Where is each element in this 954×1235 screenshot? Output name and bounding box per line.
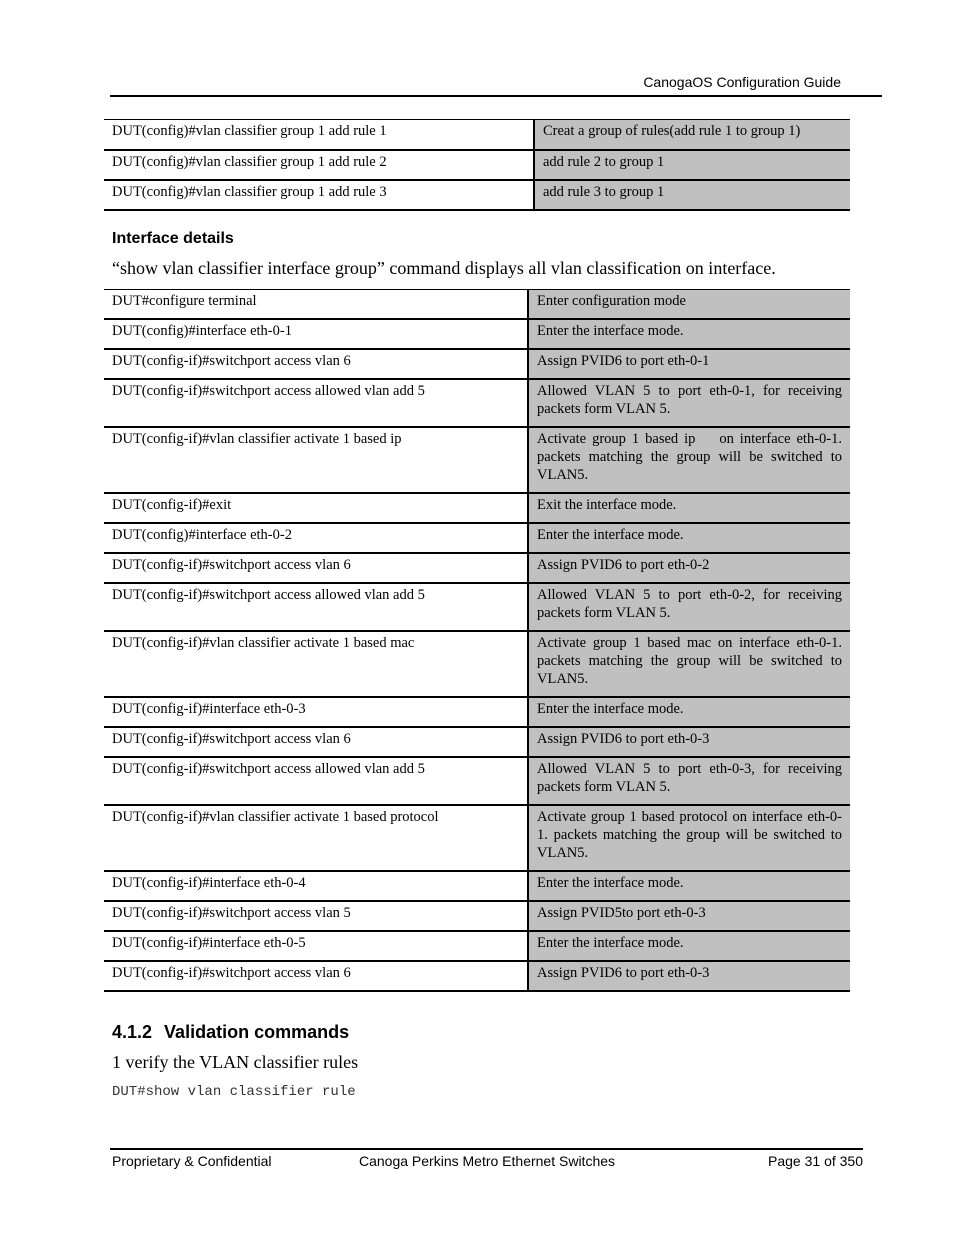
command-cell: DUT(config)#interface eth-0-2	[104, 523, 528, 553]
command-cell: DUT(config-if)#switchport access vlan 6	[104, 727, 528, 757]
description-cell: Activate group 1 based mac on interface eth-0-1. packets matching the group will be switched to VLAN5.	[528, 631, 850, 697]
validation-step: 1 verify the VLAN classifier rules	[112, 1052, 359, 1072]
rules-table	[104, 119, 850, 211]
command-cell: DUT#configure terminal	[104, 290, 528, 320]
table-row	[104, 871, 850, 901]
header-divider	[110, 95, 882, 97]
command-cell: DUT(config-if)#switchport access vlan 5	[104, 901, 528, 931]
description-cell: Assign PVID6 to port eth-0-2	[528, 553, 850, 583]
table-row	[104, 757, 850, 805]
code-example: DUT#show vlan classifier rule	[112, 1084, 356, 1100]
description-cell: Allowed VLAN 5 to port eth-0-3, for receiving packets form VLAN 5.	[528, 757, 850, 805]
command-cell: DUT(config-if)#exit	[104, 493, 528, 523]
description-cell: Enter configuration mode	[528, 290, 850, 320]
command-cell: DUT(config)#interface eth-0-1	[104, 319, 528, 349]
description-cell: Enter the interface mode.	[528, 523, 850, 553]
table-row	[104, 379, 850, 427]
table-row	[104, 931, 850, 961]
command-cell: DUT(config-if)#vlan classifier activate 1 based ip	[104, 427, 528, 493]
description-cell: Exit the interface mode.	[528, 493, 850, 523]
table-row	[104, 120, 850, 150]
command-cell: DUT(config-if)#switchport access allowed vlan add 5	[104, 379, 528, 427]
description-cell: Assign PVID5to port eth-0-3	[528, 901, 850, 931]
table-row	[104, 583, 850, 631]
table-row	[104, 631, 850, 697]
table-row	[104, 319, 850, 349]
description-cell: Enter the interface mode.	[528, 697, 850, 727]
description-cell: Allowed VLAN 5 to port eth-0-1, for receiving packets form VLAN 5.	[528, 379, 850, 427]
table-row	[104, 697, 850, 727]
table-row	[104, 290, 850, 320]
table-row	[104, 523, 850, 553]
table-row	[104, 427, 850, 493]
footer-confidential: Proprietary & Confidential	[112, 1153, 272, 1169]
header-title: CanogaOS Configuration Guide	[643, 74, 841, 90]
validation-heading	[112, 1022, 349, 1043]
command-cell: DUT(config-if)#interface eth-0-5	[104, 931, 528, 961]
table-row	[104, 805, 850, 871]
description-cell: add rule 3 to group 1	[534, 180, 850, 210]
table-row	[104, 493, 850, 523]
description-cell: Activate group 1 based ip on interface eth-0-1. packets matching the group will be switched to VLAN5.	[528, 427, 850, 493]
command-cell: DUT(config-if)#interface eth-0-3	[104, 697, 528, 727]
description-cell: Assign PVID6 to port eth-0-3	[528, 727, 850, 757]
command-cell: DUT(config)#vlan classifier group 1 add rule 2	[104, 150, 534, 180]
table-row	[104, 901, 850, 931]
interface-config-table	[104, 289, 850, 992]
description-cell: Enter the interface mode.	[528, 931, 850, 961]
description-cell: Creat a group of rules(add rule 1 to group 1)	[534, 120, 850, 150]
command-cell: DUT(config-if)#vlan classifier activate 1 based protocol	[104, 805, 528, 871]
command-cell: DUT(config)#vlan classifier group 1 add rule 3	[104, 180, 534, 210]
command-cell: DUT(config-if)#vlan classifier activate 1 based mac	[104, 631, 528, 697]
table-row	[104, 961, 850, 991]
table-row	[104, 349, 850, 379]
command-cell: DUT(config-if)#switchport access allowed vlan add 5	[104, 757, 528, 805]
table-row	[104, 553, 850, 583]
table-row	[104, 180, 850, 210]
command-cell: DUT(config-if)#switchport access vlan 6	[104, 553, 528, 583]
footer-product: Canoga Perkins Metro Ethernet Switches	[359, 1153, 616, 1169]
description-cell: Assign PVID6 to port eth-0-1	[528, 349, 850, 379]
command-cell: DUT(config-if)#interface eth-0-4	[104, 871, 528, 901]
section-heading: Interface details	[112, 230, 234, 247]
description-cell: Activate group 1 based protocol on interface eth-0-1. packets matching the group will be switched to VLAN5.	[528, 805, 850, 871]
description-cell: Allowed VLAN 5 to port eth-0-2, for receiving packets form VLAN 5.	[528, 583, 850, 631]
section-intro: “show vlan classifier interface group” command displays all vlan classification on interface.	[112, 258, 776, 278]
command-cell: DUT(config)#vlan classifier group 1 add rule 1	[104, 120, 534, 150]
description-cell: add rule 2 to group 1	[534, 150, 850, 180]
description-cell: Enter the interface mode.	[528, 319, 850, 349]
table-row	[104, 150, 850, 180]
footer-divider	[110, 1148, 863, 1150]
section-title: Validation commands	[164, 1022, 350, 1042]
description-cell: Enter the interface mode.	[528, 871, 850, 901]
description-cell: Assign PVID6 to port eth-0-3	[528, 961, 850, 991]
command-cell: DUT(config-if)#switchport access vlan 6	[104, 961, 528, 991]
command-cell: DUT(config-if)#switchport access vlan 6	[104, 349, 528, 379]
command-cell: DUT(config-if)#switchport access allowed vlan add 5	[104, 583, 528, 631]
table-row	[104, 727, 850, 757]
footer-page-number: Page 31 of 350	[768, 1153, 863, 1169]
section-number: 4.1.2	[112, 1022, 153, 1042]
